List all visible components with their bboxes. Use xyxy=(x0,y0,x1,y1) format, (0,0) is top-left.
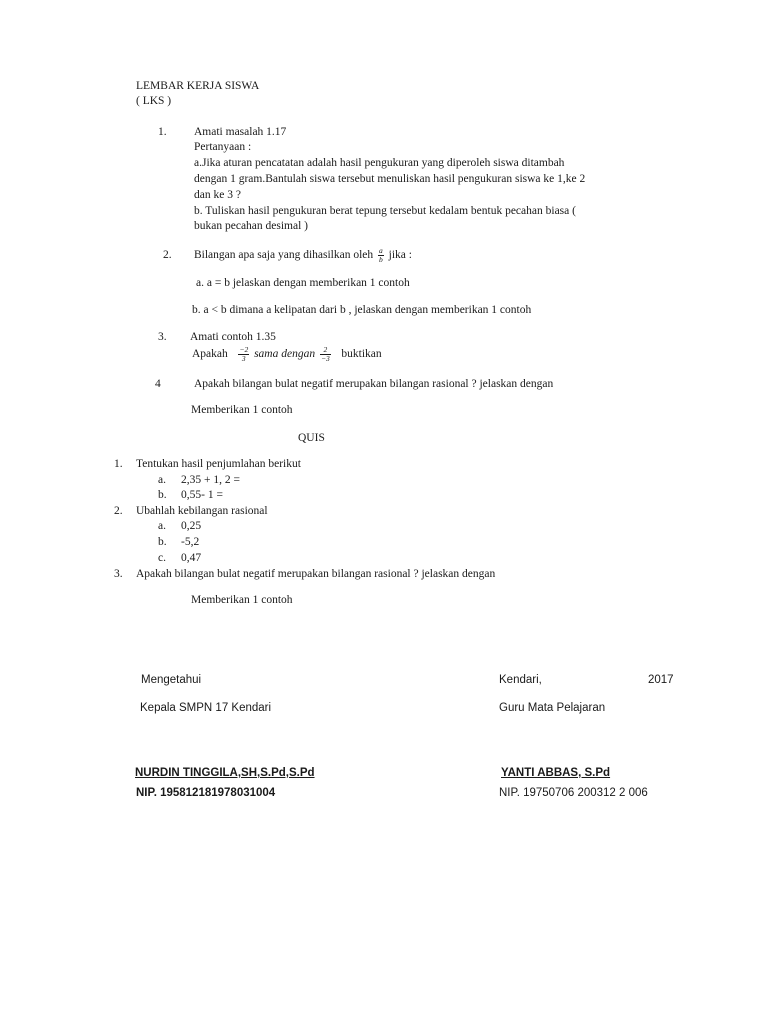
signature-left-nip: NIP. 195812181978031004 xyxy=(136,787,276,799)
lks-q4-number: 4 xyxy=(155,378,161,390)
lks-q2-text-before: Bilangan apa saja yang dihasilkan oleh xyxy=(194,249,374,261)
signature-right-place: Kendari, xyxy=(499,674,542,686)
lks-q1-a-line1: a.Jika aturan pencatatan adalah hasil pengukuran yang diperoleh siswa ditambah xyxy=(194,157,565,169)
quis-q2-text: Ubahlah kebilangan rasional xyxy=(136,505,268,517)
quis-q3-line2: Memberikan 1 contoh xyxy=(191,594,293,606)
lks-q3-apakah: Apakah xyxy=(192,348,228,360)
lks-q2-a: a. a = b jelaskan dengan memberikan 1 contoh xyxy=(196,277,410,289)
lks-q2-text-after: jika : xyxy=(388,249,412,261)
lks-q1-label: Pertanyaan : xyxy=(194,141,252,153)
signature-left-name: NURDIN TINGGILA,SH,S.Pd,S.Pd xyxy=(135,767,315,779)
quis-q1-text: Tentukan hasil penjumlahan berikut xyxy=(136,458,301,470)
quis-q2-item-a-label: a. xyxy=(158,520,166,532)
lks-q1-a-line2: dengan 1 gram.Bantulah siswa tersebut menuliskan hasil pengukuran siswa ke 1,ke 2 xyxy=(194,173,586,185)
signature-right-name: YANTI ABBAS, S.Pd xyxy=(501,767,611,779)
signature-left-label: Mengetahui xyxy=(141,674,202,686)
lks-q2-number: 2. xyxy=(163,249,172,261)
signature-right-role: Guru Mata Pelajaran xyxy=(499,702,606,714)
quis-title: QUIS xyxy=(298,432,325,444)
lks-q4-line1: Apakah bilangan bulat negatif merupakan bilangan rasional ? jelaskan dengan xyxy=(194,378,554,390)
quis-q2-item-c-value: 0,47 xyxy=(181,552,202,564)
quis-q2-item-a-value: 0,25 xyxy=(181,520,202,532)
document-title: LEMBAR KERJA SISWA xyxy=(136,80,260,92)
fraction-a-over-b: $\frac{a}{b}$ xyxy=(379,245,383,264)
quis-q2-item-b-label: b. xyxy=(158,536,167,548)
lks-q1-b-line2: bukan pecahan desimal ) xyxy=(194,220,308,232)
quis-q2-item-c-label: c. xyxy=(158,552,166,564)
quis-q2-number: 2. xyxy=(114,505,123,517)
lks-q3-question xyxy=(192,344,382,364)
lks-q1-number: 1. xyxy=(158,126,167,138)
lks-q1-title: Amati masalah 1.17 xyxy=(194,126,287,138)
lks-q1-a-line3: dan ke 3 ? xyxy=(194,189,241,201)
signature-right-year: 2017 xyxy=(648,674,674,686)
lks-q3-title: Amati contoh 1.35 xyxy=(190,331,276,343)
lks-q2-question xyxy=(194,246,412,264)
lks-q3-end: buktikan xyxy=(341,348,382,360)
document-subtitle: ( LKS ) xyxy=(136,95,172,107)
lks-q3-middle: sama dengan xyxy=(254,348,316,360)
quis-q1-item-b-value: 0,55- 1 = xyxy=(181,489,223,501)
fraction-2-over-neg3: $\frac{2}{-3}$ xyxy=(320,344,330,363)
fraction-neg2-over-3: $\frac{-2}{3}$ xyxy=(239,344,249,363)
signature-right-nip: NIP. 19750706 200312 2 006 xyxy=(499,787,648,799)
quis-q3-line1: Apakah bilangan bulat negatif merupakan bilangan rasional ? jelaskan dengan xyxy=(136,568,496,580)
lks-q1-b-line1: b. Tuliskan hasil pengukuran berat tepung tersebut kedalam bentuk pecahan biasa ( xyxy=(194,205,576,217)
quis-q1-item-a-value: 2,35 + 1, 2 = xyxy=(181,474,240,486)
quis-q1-number: 1. xyxy=(114,458,123,470)
lks-q3-number: 3. xyxy=(158,331,167,343)
lks-q2-b: b. a < b dimana a kelipatan dari b , jelaskan dengan memberikan 1 contoh xyxy=(192,304,532,316)
lks-q4-line2: Memberikan 1 contoh xyxy=(191,404,293,416)
quis-q1-item-a-label: a. xyxy=(158,474,166,486)
quis-q1-item-b-label: b. xyxy=(158,489,167,501)
quis-q2-item-b-value: -5,2 xyxy=(181,536,200,548)
signature-left-role: Kepala SMPN 17 Kendari xyxy=(140,702,272,714)
quis-q3-number: 3. xyxy=(114,568,123,580)
